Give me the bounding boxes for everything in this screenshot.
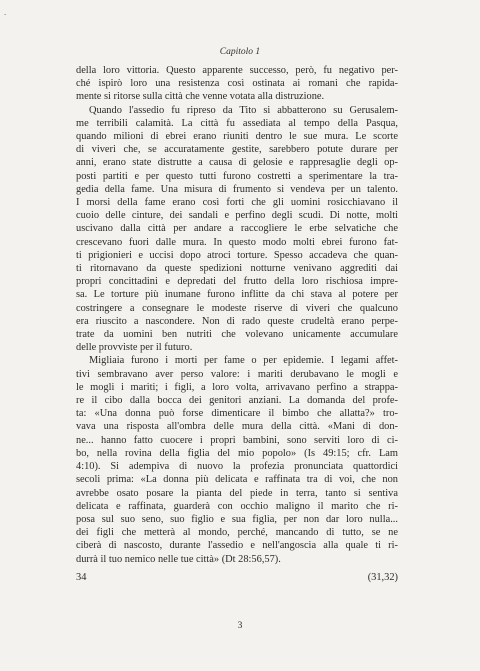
text-line: re il cibo dalla bocca dei genitori anziani. La domanda del profe-: [76, 395, 398, 407]
original-page-number: 34: [76, 572, 87, 583]
text-line: bo, nella rovina della figlia del mio popolo» (Is 49:15; cfr. Lam: [76, 447, 398, 459]
text-line: sa. Le torture più inumane furono inflitte da chi stava al potere per: [76, 289, 398, 301]
text-line: tivi sembravano aver perso valore: i mariti derubavano le mogli e: [76, 368, 398, 380]
text-line: me terribili calamità. La città fu assediata al tempo della Pasqua,: [76, 117, 398, 129]
page-number: 3: [237, 621, 243, 631]
text-line: della loro vittoria. Questo apparente successo, però, fu negativo per-: [76, 65, 398, 76]
text-line: di viveri che, se accuratamente gestite, sarebbero potute durare per: [76, 144, 398, 156]
text-line: Quando l'assedio fu ripreso da Tito si abbatterono su Gerusalem-: [89, 104, 398, 116]
page-footer: [76, 572, 398, 583]
text-line: trate da uomini ben nutriti che volevano unicamente accumulare: [76, 329, 398, 341]
text-line: posa sul suo seno, suo figlio e sua figlia, per non dar loro nulla...: [76, 513, 398, 525]
text-line: delle provviste per il futuro.: [76, 342, 193, 354]
scan-mark: -: [4, 10, 7, 18]
text-line: 4:10). Si adempiva di nuovo la profezia pronunciata quattordici: [76, 461, 398, 473]
text-line: cuoio delle cinture, dei sandali e perfino degli scudi. Di notte, molti: [76, 210, 398, 222]
text-line: I morsi della fame erano così forti che gli uomini rosicchiavano il: [76, 197, 398, 209]
text-line: avrebbe osato posare la pianta del piede in terra, tanto si sentiva: [76, 487, 398, 499]
text-line: vava una risposta all'ombra delle mura della città. «Mani di don-: [76, 421, 398, 433]
text-line: posti partiti e per questo tutti furono costretti a sperimentare la tra-: [76, 170, 398, 182]
text-line: le mogli i mariti; i figli, a loro volta, arrivavano perfino a strappa-: [76, 381, 398, 393]
text-line: ciberà di nascosto, durante l'assedio e nell'angoscia alla quale ti ri-: [76, 540, 398, 552]
text-line: crescevano fuori dalle mura. In questo modo molti ebrei furono fat-: [76, 236, 398, 248]
text-line: propri concittadini e depredati del frutto della loro rischiosa impre-: [76, 276, 398, 288]
paragraph: [76, 64, 398, 104]
reference-pages: (31,32): [367, 572, 398, 583]
text-line: ti prigionieri e uccisi dopo atroci torture. Spesso accadeva che quan-: [76, 249, 398, 261]
text-line: anni, erano state distrutte a causa di gelosie e rappresaglie degli op-: [76, 157, 398, 169]
text-line: ti ritornavano da queste spedizioni notturne venivano aggrediti dai: [76, 263, 398, 275]
text-line: era riuscito a nascondere. Non di rado queste crudeltà erano perpe-: [76, 315, 398, 327]
body-text: [76, 64, 398, 566]
text-line: delicata e raffinata, guarderà con occhio maligno il marito che ri-: [76, 500, 398, 512]
text-line: costringere a consegnare le modeste riserve di viveri che qualcuno: [76, 302, 398, 314]
text-line: mente si ritorse sulla città che venne votata alla distruzione.: [76, 91, 325, 103]
text-line: dei figli che metterà al mondo, perché, mancando di tutto, se ne: [76, 527, 398, 539]
text-line: Migliaia furono i morti per fame o per epidemie. I legami affet-: [89, 355, 398, 367]
text-line: secoli prima: «La donna più delicata e raffinata tra di voi, che non: [76, 474, 398, 486]
chapter-header: Capitolo 1: [219, 47, 261, 57]
text-line: ne... hanno fatto cuocere i propri bambini, sono serviti loro di ci-: [76, 434, 398, 446]
text-line: durrà il tuo nemico nelle tue città» (Dt 28:56,57).: [76, 553, 281, 565]
paragraph: [76, 104, 398, 355]
text-line: gedia della fame. Una misura di frumento si vendeva per un talento.: [76, 183, 398, 195]
text-line: uscivano dalla città per andare a raccogliere le erbe selvatiche che: [76, 223, 398, 235]
text-line: ta: «Una donna può forse dimenticare il bimbo che allatta?» tro-: [76, 408, 398, 420]
text-line: quando milioni di ebrei erano riuniti dentro le sue mura. Le scorte: [76, 131, 398, 143]
text-line: ché ispirò loro una resistenza così ostinata ai romani che rapida-: [76, 78, 398, 90]
paragraph: [76, 354, 398, 565]
